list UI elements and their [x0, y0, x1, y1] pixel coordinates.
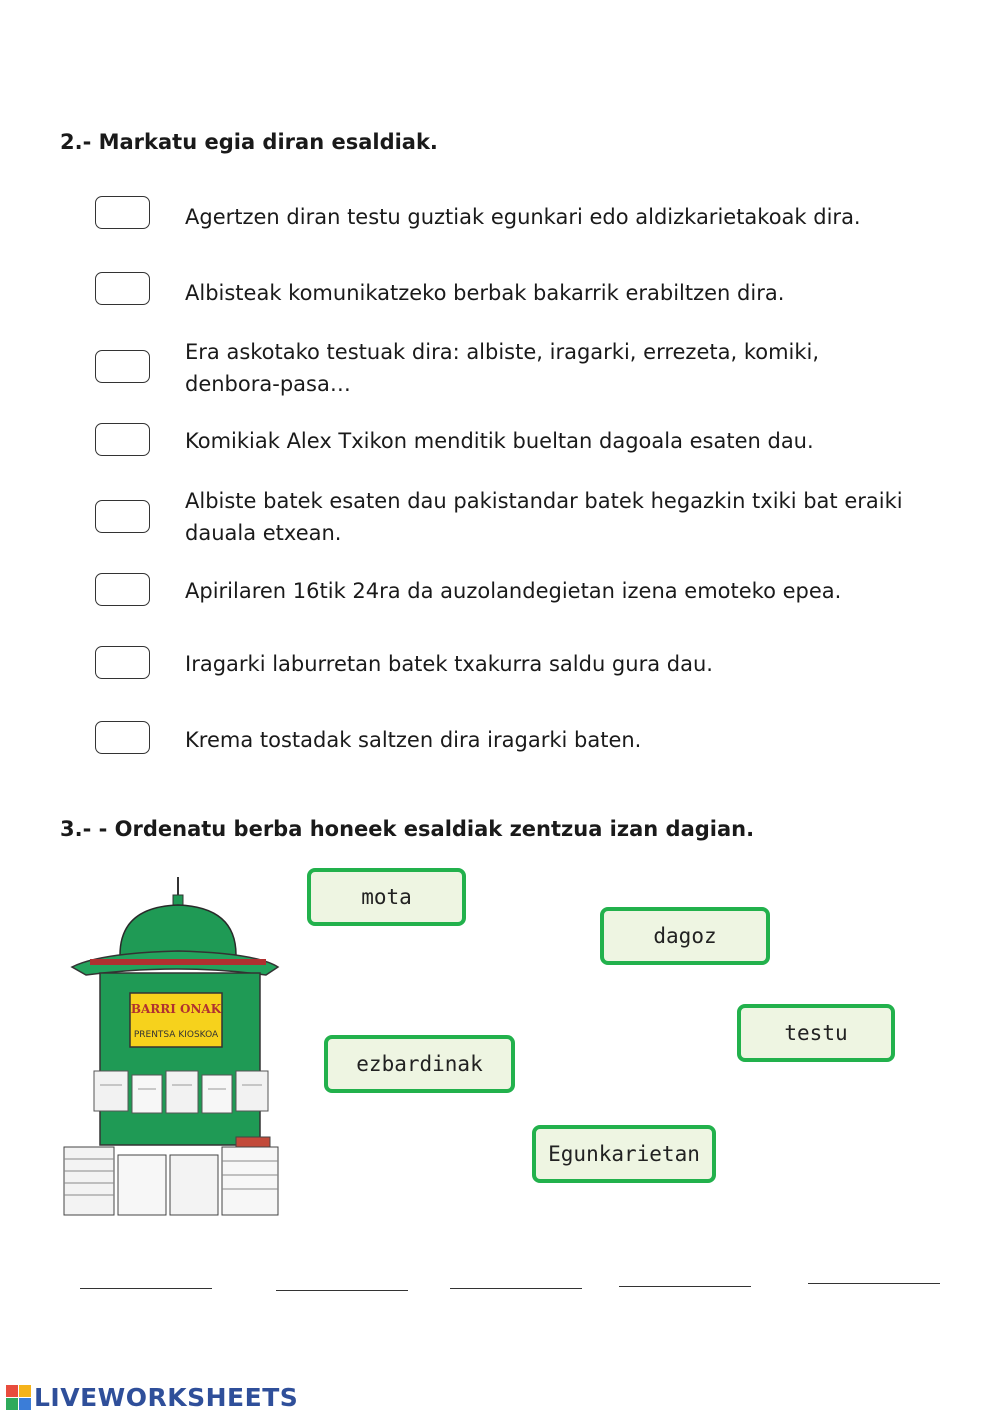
- word-tile-ezbardinak[interactable]: ezbardinak: [324, 1035, 515, 1093]
- statement-text-6: Apirilaren 16tik 24ra da auzolandegietan izena emoteko epea.: [185, 579, 842, 603]
- word-tile-dagoz[interactable]: dagoz: [600, 907, 770, 965]
- statement-text-7: Iragarki laburretan batek txakurra saldu gura dau.: [185, 652, 713, 676]
- word-tile-mota[interactable]: mota: [307, 868, 466, 926]
- statement-text-8: Krema tostadak saltzen dira iragarki baten.: [185, 728, 642, 752]
- answer-line-1[interactable]: [80, 1288, 212, 1289]
- statement-text-1: Agertzen diran testu guztiak egunkari edo aldizkarietakoak dira.: [185, 205, 861, 229]
- statement-checkbox-2[interactable]: [95, 272, 150, 305]
- kiosk-sign-top: BARRI ONAK: [130, 1002, 222, 1016]
- footer-brand-text: LIVEWORKSHEETS: [34, 1383, 299, 1412]
- answer-line-4[interactable]: [619, 1286, 751, 1287]
- footer-brand: [6, 1383, 298, 1412]
- section-3-heading: 3.- - Ordenatu berba honeek esaldiak zentzua izan dagian.: [60, 817, 755, 841]
- answer-line-2[interactable]: [276, 1290, 408, 1291]
- statement-checkbox-3[interactable]: [95, 350, 150, 383]
- statement-text-5: Albiste batek esaten dau pakistandar batek hegazkin txiki bat eraiki dauala etxean.: [185, 489, 903, 545]
- section-2-heading: 2.- Markatu egia diran esaldiak.: [60, 130, 438, 154]
- statement-checkbox-6[interactable]: [95, 573, 150, 606]
- liveworksheets-logo-icon: [6, 1385, 32, 1411]
- statement-checkbox-7[interactable]: [95, 646, 150, 679]
- statement-text-2: Albisteak komunikatzeko berbak bakarrik erabiltzen dira.: [185, 281, 785, 305]
- answer-line-3[interactable]: [450, 1288, 582, 1289]
- statement-checkbox-1[interactable]: [95, 196, 150, 229]
- kiosk-sign-bottom: PRENTSA KIOSKOA: [133, 1030, 219, 1040]
- answer-line-5[interactable]: [808, 1283, 940, 1284]
- statement-checkbox-4[interactable]: [95, 423, 150, 456]
- word-tile-egunkarietan[interactable]: Egunkarietan: [532, 1125, 716, 1183]
- statement-text-3: Era askotako testuak dira: albiste, iragarki, errezeta, komiki, denbora-pasa…: [185, 340, 820, 396]
- statement-checkbox-8[interactable]: [95, 721, 150, 754]
- statement-text-4: Komikiak Alex Txikon menditik bueltan dagoala esaten dau.: [185, 429, 814, 453]
- word-tile-testu[interactable]: testu: [737, 1004, 895, 1062]
- statement-checkbox-5[interactable]: [95, 500, 150, 533]
- kiosk-illustration: [60, 875, 282, 1217]
